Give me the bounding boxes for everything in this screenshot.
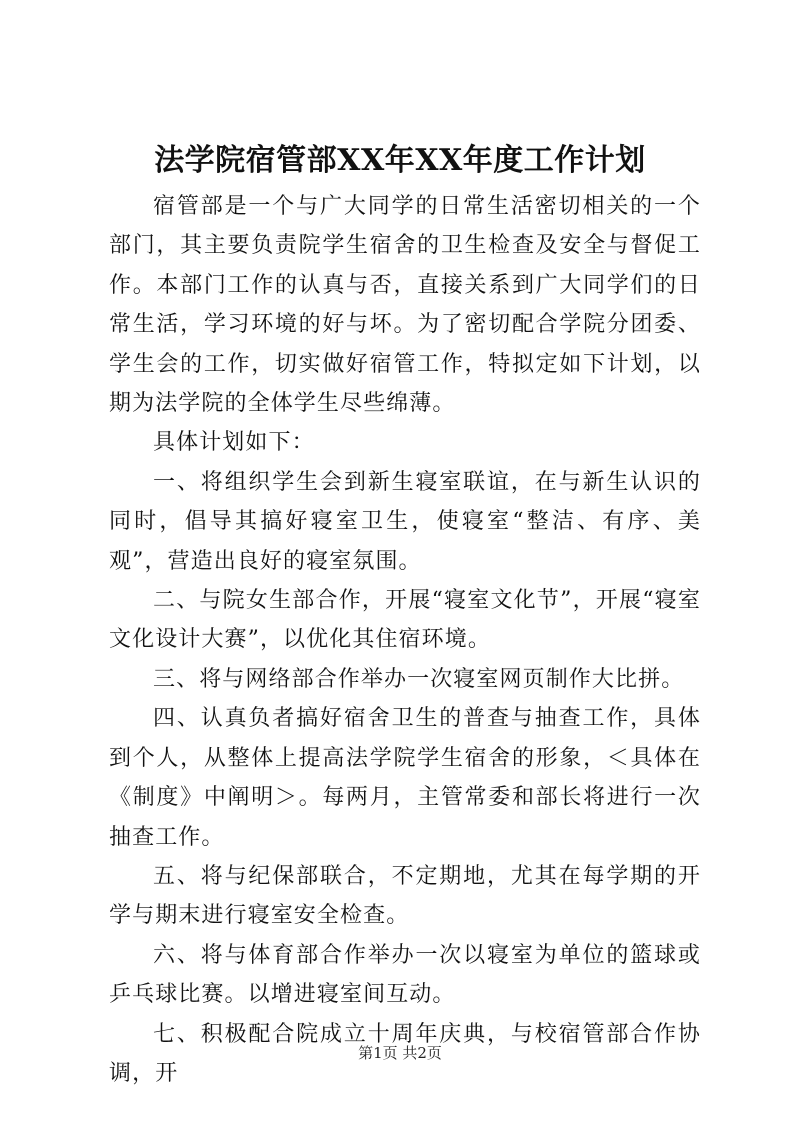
paragraph-item-3: 三、将与网络部合作举办一次寝室网页制作大比拼。: [153, 666, 685, 692]
paragraph-item-7: 七、积极配合院成立十周年庆典，与校宿管部合作协调，开: [109, 1021, 701, 1086]
paragraph-intro: 宿管部是一个与广大同学的日常生活密切相关的一个部门，其主要负责院学生宿舍的卫生检查及安全与督促工作。本部门工作的认真与否，直接关系到广大同学们的日常生活，学习环境的好与坏。为了密切配合学院分团委、学生会的工作，切实做好宿管工作，特拟定如下计划，以期为法学院的全体学生尽些绵薄。: [109, 194, 701, 417]
paragraph-item-2: 二、与院女生部合作，开展“寝室文化节”，开展“寝室文化设计大赛”，以优化其住宿环境。: [109, 588, 701, 653]
paragraph-item-6: 六、将与体育部合作举办一次以寝室为单位的篮球或乒乓球比赛。以增进寝室间互动。: [109, 942, 701, 1008]
page-footer: 第1页 共2页: [358, 1044, 442, 1062]
paragraph-item-1: 一、将组织学生会到新生寝室联谊，在与新生认识的同时，倡导其搞好寝室卫生，使寝室“整洁、有序、美观”，营造出良好的寝室氛围。: [109, 469, 701, 574]
document-body: [109, 187, 701, 1093]
paragraph-item-5: 五、将与纪保部联合，不定期地，尤其在每学期的开学与期末进行寝室安全检查。: [109, 863, 701, 929]
document-title: 法学院宿管部XX年XX年度工作计划: [154, 143, 646, 178]
paragraph-plan-heading: 具体计划如下：: [153, 430, 315, 456]
paragraph-item-4: 四、认真负者搞好宿舍卫生的普查与抽查工作，具体到个人，从整体上提高法学院学生宿舍的形象，＜具体在《制度》中阐明＞。每两月，主管常委和部长将进行一次抽查工作。: [109, 706, 701, 850]
